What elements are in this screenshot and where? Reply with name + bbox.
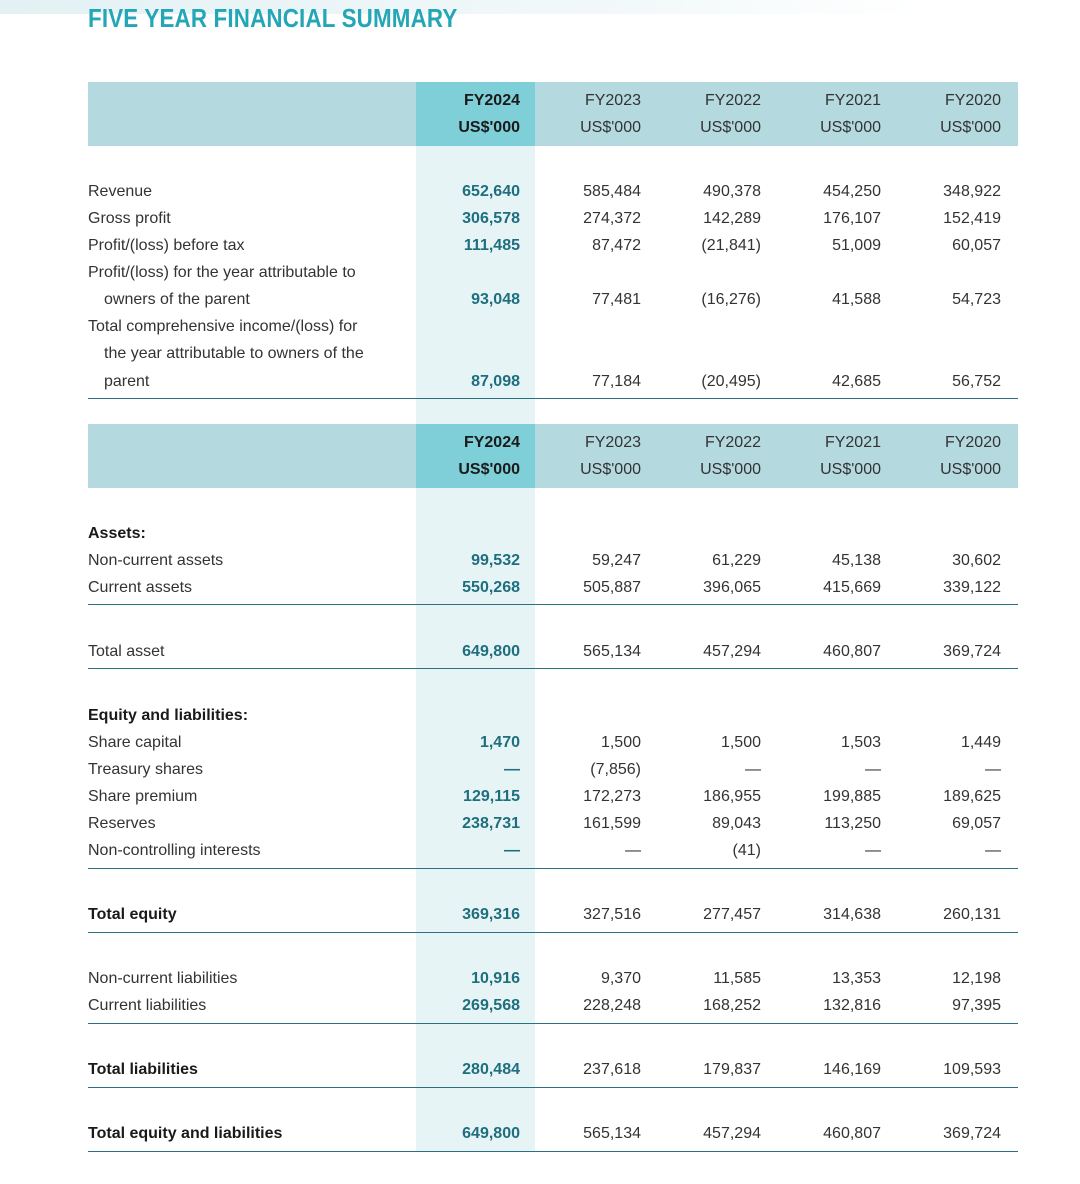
header-year-fy2020: FY2020 (944, 92, 1001, 109)
cell-fy2021: 415,669 (823, 579, 881, 596)
table-row-comprehensive-line1 (88, 313, 1018, 340)
cell-fy2022: 142,289 (703, 210, 761, 227)
header-unit-fy2021: US$'000 (820, 119, 881, 136)
cell-fy2024: 649,800 (462, 643, 520, 660)
cell-fy2024: 87,098 (471, 373, 520, 390)
header-year-fy2022: FY2022 (704, 434, 761, 451)
cell-fy2020: 369,724 (943, 1125, 1001, 1142)
row-label: Reserves (88, 815, 156, 832)
row-label: Total asset (88, 643, 165, 660)
cell-fy2021: 1,503 (840, 734, 881, 751)
row-label: Profit/(loss) before tax (88, 237, 245, 254)
cell-fy2022: (21,841) (701, 237, 761, 254)
cell-fy2020: 152,419 (943, 210, 1001, 227)
cell-fy2021: 41,588 (832, 291, 881, 308)
cell-fy2024: — (504, 842, 520, 859)
row-label: Total liabilities (88, 1061, 198, 1078)
cell-fy2020: 260,131 (943, 906, 1001, 923)
cell-fy2024: 99,532 (471, 552, 520, 569)
cell-fy2020: 69,057 (952, 815, 1001, 832)
cell-fy2021: 113,250 (824, 815, 881, 832)
cell-fy2020: 56,752 (952, 373, 1001, 390)
row-label-continued: the year attributable to owners of the (104, 345, 364, 362)
section-divider (88, 932, 1018, 933)
cell-fy2022: (16,276) (701, 291, 761, 308)
cell-fy2023: (7,856) (590, 761, 641, 778)
cell-fy2024: 306,578 (462, 210, 520, 227)
cell-fy2021: 45,138 (832, 552, 881, 569)
table-row-gross-profit (88, 205, 1018, 232)
column-header-income (88, 82, 1018, 146)
cell-fy2020: 30,602 (952, 552, 1001, 569)
header-year-fy2024: FY2024 (463, 92, 520, 109)
section-heading-equity-liabilities (88, 702, 1018, 729)
cell-fy2021: 199,885 (823, 788, 881, 805)
row-label: Profit/(loss) for the year attributable to (88, 264, 356, 281)
table-row-current-assets (88, 574, 1018, 601)
header-unit-fy2021: US$'000 (820, 461, 881, 478)
row-label: Share capital (88, 734, 182, 751)
header-unit-fy2024: US$'000 (458, 119, 520, 136)
section-heading: Assets: (88, 525, 146, 542)
cell-fy2023: 505,887 (583, 579, 641, 596)
cell-fy2020: 339,122 (943, 579, 1001, 596)
cell-fy2024: 93,048 (471, 291, 520, 308)
section-divider (88, 1087, 1018, 1088)
cell-fy2021: 314,638 (823, 906, 881, 923)
cell-fy2022: 89,043 (712, 815, 761, 832)
cell-fy2022: 61,229 (712, 552, 761, 569)
row-label: Non-current assets (88, 552, 224, 569)
section-divider (88, 868, 1018, 869)
cell-fy2023: 237,618 (583, 1061, 641, 1078)
cell-fy2023: 59,247 (592, 552, 641, 569)
header-year-fy2024: FY2024 (463, 434, 520, 451)
row-label: Gross profit (88, 210, 171, 227)
cell-fy2022: 457,294 (703, 1125, 761, 1142)
table-row-reserves (88, 810, 1018, 837)
cell-fy2021: 460,807 (823, 1125, 881, 1142)
cell-fy2022: 11,585 (713, 970, 761, 987)
table-row-non-controlling-interests (88, 837, 1018, 864)
page-title: FIVE YEAR FINANCIAL SUMMARY (88, 3, 458, 33)
cell-fy2024: 369,316 (462, 906, 520, 923)
cell-fy2024: 269,568 (462, 997, 520, 1014)
cell-fy2021: — (865, 761, 881, 778)
row-label: Current liabilities (88, 997, 207, 1014)
cell-fy2021: 42,685 (832, 373, 881, 390)
section-divider (88, 1023, 1018, 1024)
table-row-total-liabilities (88, 1056, 1018, 1083)
header-year-fy2020: FY2020 (944, 434, 1001, 451)
table-row-share-capital (88, 729, 1018, 756)
cell-fy2020: 12,198 (952, 970, 1001, 987)
cell-fy2021: 132,816 (823, 997, 881, 1014)
cell-fy2021: — (865, 842, 881, 859)
row-label-continued: owners of the parent (104, 291, 250, 308)
cell-fy2024: 238,731 (462, 815, 520, 832)
cell-fy2021: 460,807 (823, 643, 881, 660)
header-year-fy2023: FY2023 (584, 434, 641, 451)
row-label: Total equity and liabilities (88, 1125, 283, 1142)
cell-fy2024: — (504, 761, 520, 778)
cell-fy2022: 186,955 (703, 788, 761, 805)
cell-fy2023: 565,134 (583, 643, 641, 660)
header-year-fy2021: FY2021 (824, 434, 881, 451)
header-unit-fy2024: US$'000 (458, 461, 520, 478)
table-row-profit-attributable (88, 286, 1018, 313)
table-row-profit-before-tax (88, 232, 1018, 259)
cell-fy2022: 168,252 (703, 997, 761, 1014)
cell-fy2020: 348,922 (943, 183, 1001, 200)
table-row-comprehensive (88, 368, 1018, 395)
row-label: Share premium (88, 788, 198, 805)
cell-fy2022: (41) (732, 842, 761, 859)
cell-fy2020: 369,724 (943, 643, 1001, 660)
cell-fy2020: 1,449 (960, 734, 1001, 751)
cell-fy2022: — (745, 761, 761, 778)
cell-fy2022: 277,457 (703, 906, 761, 923)
table-row-revenue (88, 178, 1018, 205)
header-year-fy2021: FY2021 (824, 92, 881, 109)
table-row-total-asset (88, 638, 1018, 665)
section-divider (88, 398, 1018, 399)
cell-fy2022: 1,500 (720, 734, 761, 751)
header-unit-fy2023: US$'000 (580, 119, 641, 136)
table-row-share-premium (88, 783, 1018, 810)
section-heading-assets (88, 520, 1018, 547)
table-row-treasury-shares (88, 756, 1018, 783)
cell-fy2022: 396,065 (703, 579, 761, 596)
row-label: Treasury shares (88, 761, 203, 778)
cell-fy2024: 280,484 (462, 1061, 520, 1078)
cell-fy2023: 327,516 (583, 906, 641, 923)
table-row-total-equity-and-liabilities (88, 1120, 1018, 1147)
cell-fy2020: — (985, 761, 1001, 778)
header-unit-fy2022: US$'000 (700, 119, 761, 136)
row-label: Total equity (88, 906, 177, 923)
cell-fy2020: 60,057 (952, 237, 1001, 254)
cell-fy2023: 9,370 (600, 970, 641, 987)
cell-fy2024: 129,115 (463, 788, 520, 805)
row-label: Revenue (88, 183, 153, 200)
cell-fy2023: 1,500 (600, 734, 641, 751)
column-header-balance (88, 424, 1018, 488)
section-divider (88, 604, 1018, 605)
cell-fy2022: 490,378 (703, 183, 761, 200)
header-year-fy2023: FY2023 (584, 92, 641, 109)
row-label: Non-current liabilities (88, 970, 238, 987)
section-divider (88, 668, 1018, 669)
table-row-total-equity (88, 901, 1018, 928)
cell-fy2023: 565,134 (583, 1125, 641, 1142)
header-year-fy2022: FY2022 (704, 92, 761, 109)
cell-fy2020: 54,723 (952, 291, 1001, 308)
table-row-current-liabilities (88, 992, 1018, 1019)
table-row-non-current-assets (88, 547, 1018, 574)
cell-fy2023: — (625, 842, 641, 859)
cell-fy2021: 51,009 (832, 237, 881, 254)
cell-fy2022: (20,495) (701, 373, 761, 390)
header-unit-fy2023: US$'000 (580, 461, 641, 478)
cell-fy2024: 1,470 (479, 734, 520, 751)
cell-fy2023: 161,599 (583, 815, 641, 832)
cell-fy2024: 10,916 (471, 970, 520, 987)
header-unit-fy2020: US$'000 (940, 461, 1001, 478)
cell-fy2022: 457,294 (703, 643, 761, 660)
row-label-continued: parent (104, 373, 150, 390)
cell-fy2024: 550,268 (462, 579, 520, 596)
cell-fy2023: 77,184 (592, 373, 641, 390)
cell-fy2024: 111,485 (463, 237, 520, 254)
cell-fy2020: 97,395 (952, 997, 1001, 1014)
table-row-comprehensive-line2 (88, 340, 1018, 367)
row-label: Total comprehensive income/(loss) for (88, 318, 358, 335)
cell-fy2023: 585,484 (583, 183, 641, 200)
cell-fy2020: 189,625 (943, 788, 1001, 805)
cell-fy2023: 172,273 (583, 788, 641, 805)
cell-fy2021: 176,107 (823, 210, 881, 227)
section-heading: Equity and liabilities: (88, 707, 249, 724)
cell-fy2022: 179,837 (703, 1061, 761, 1078)
section-divider (88, 1151, 1018, 1152)
cell-fy2024: 649,800 (462, 1125, 520, 1142)
cell-fy2023: 274,372 (583, 210, 641, 227)
header-unit-fy2020: US$'000 (940, 119, 1001, 136)
cell-fy2021: 146,169 (823, 1061, 881, 1078)
row-label: Current assets (88, 579, 193, 596)
cell-fy2020: — (985, 842, 1001, 859)
row-label: Non-controlling interests (88, 842, 261, 859)
cell-fy2024: 652,640 (462, 183, 520, 200)
table-row-profit-attributable-line1 (88, 259, 1018, 286)
header-unit-fy2022: US$'000 (700, 461, 761, 478)
cell-fy2023: 87,472 (592, 237, 641, 254)
cell-fy2020: 109,593 (943, 1061, 1001, 1078)
cell-fy2023: 228,248 (583, 997, 641, 1014)
table-row-non-current-liabilities (88, 965, 1018, 992)
cell-fy2021: 13,353 (832, 970, 881, 987)
cell-fy2023: 77,481 (592, 291, 641, 308)
cell-fy2021: 454,250 (823, 183, 881, 200)
